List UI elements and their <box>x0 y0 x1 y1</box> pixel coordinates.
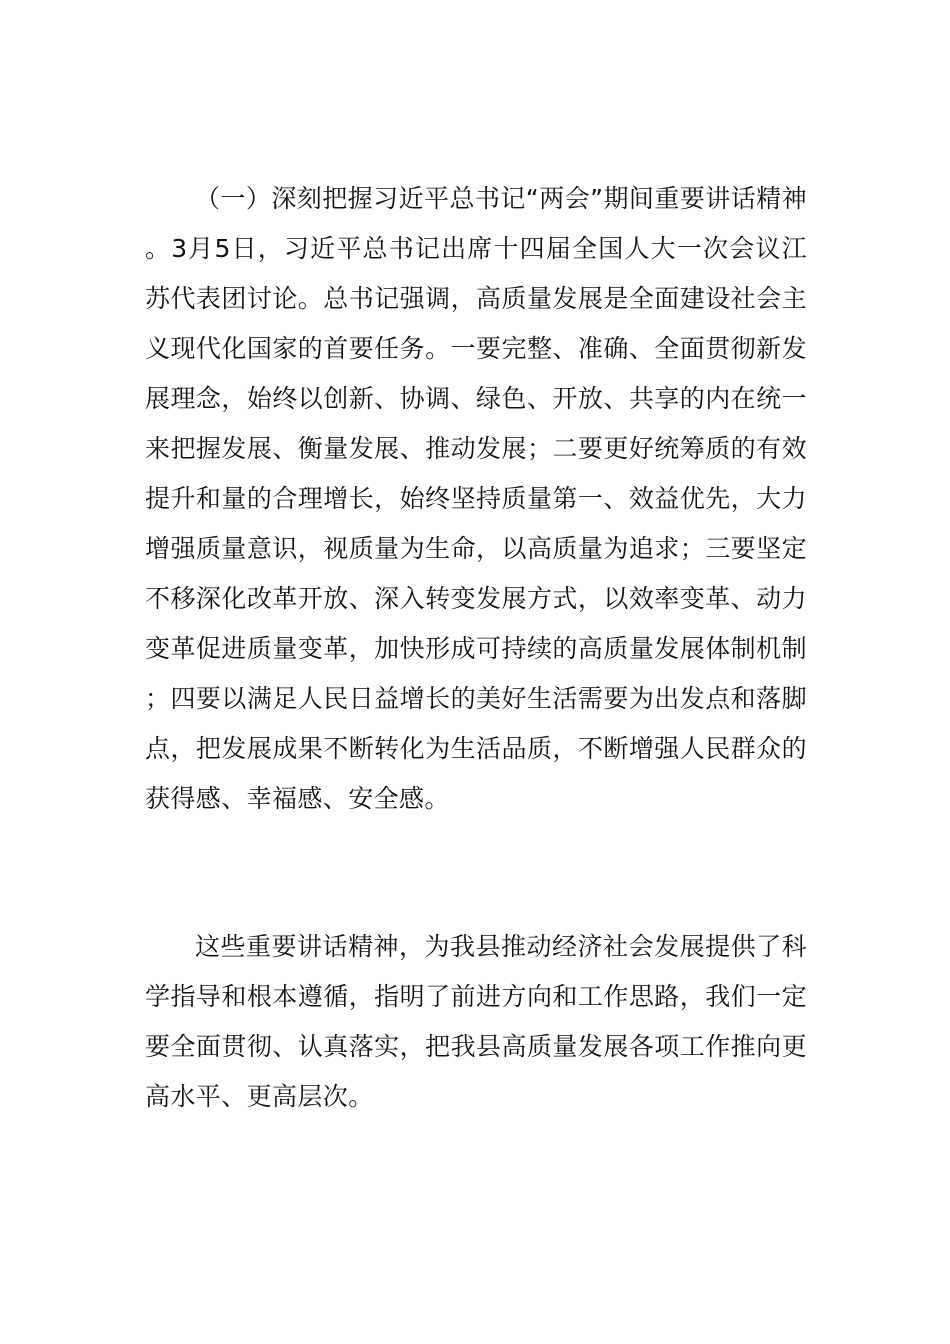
paragraph-implementation: 这些重要讲话精神，为我县推动经济社会发展提供了科学指导和根本遵循，指明了前进方向和工作思路，我们一定要全面贯彻、认真落实，把我县高质量发展各项工作推向更高水平、更高层次。 <box>145 932 807 1111</box>
paragraph-speech-spirit: （一）深刻把握习近平总书记“两会”期间重要讲话精神。3月5日，习近平总书记出席十四届全国人大一次会议江苏代表团讨论。总书记强调，高质量发展是全面建设社会主义现代化国家的首要任务。一要完整、准确、全面贯彻新发展理念，始终以创新、协调、绿色、开放、共享的内在统一来把握发展、衡量发展、推动发展；二要更好统筹质的有效提升和量的合理增长，始终坚持质量第一、效益优先，大力增强质量意识，视质量为生命，以高质量为追求；三要坚定不移深化改革开放、深入转变发展方式，以效率变革、动力变革促进质量变革，加快形成可持续的高质量发展体制机制；四要以满足人民日益增长的美好生活需要为出发点和落脚点，把发展成果不断转化为生活品质，不断增强人民群众的获得感、幸福感、安全感。 <box>145 184 807 813</box>
